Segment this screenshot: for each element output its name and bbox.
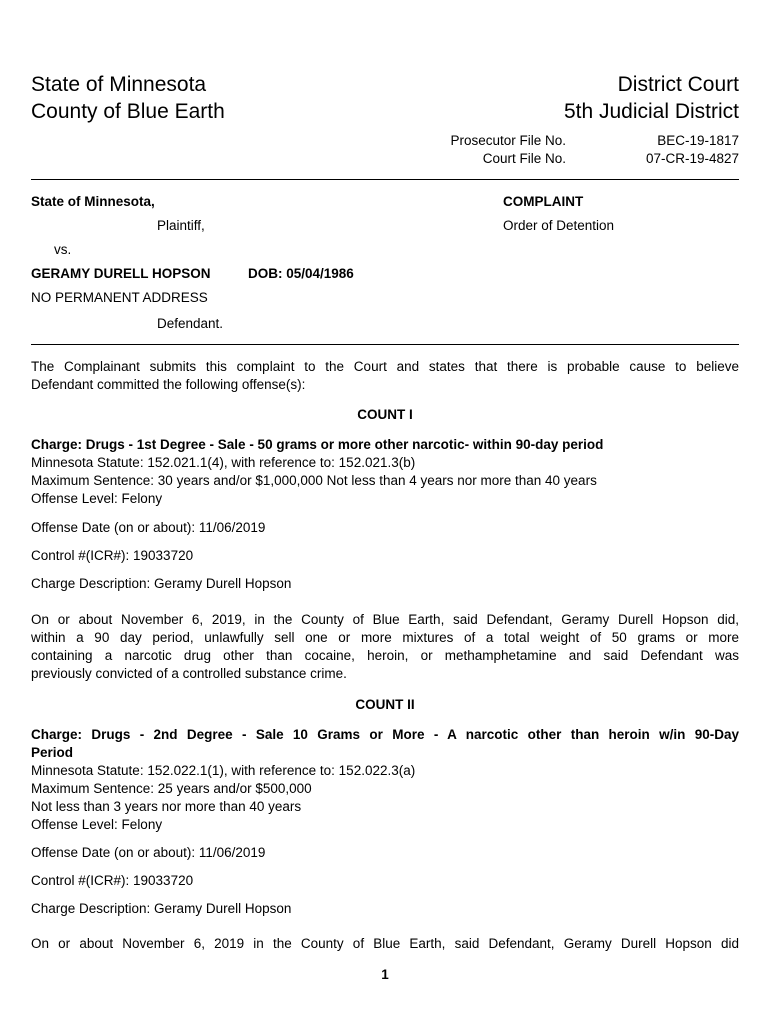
versus: vs. xyxy=(54,242,72,257)
defendant-address: NO PERMANENT ADDRESS xyxy=(31,290,208,305)
intro-paragraph xyxy=(31,358,739,394)
court-name: District Court xyxy=(617,73,739,96)
count-1-charge: Charge: Drugs - 1st Degree - Sale - 50 grams or more other narcotic- within 90-day period xyxy=(31,437,604,452)
plaintiff-name: State of Minnesota, xyxy=(31,194,155,209)
court-file-label: Court File No. xyxy=(482,151,566,166)
count-1-charge-block xyxy=(31,436,739,508)
count-2-charge-block xyxy=(31,726,739,834)
court-file-number: 07-CR-19-4827 xyxy=(645,151,739,166)
count-1-narrative xyxy=(31,611,739,683)
count-1-statute: Minnesota Statute: 152.021.1(4), with reference to: 152.021.3(b) xyxy=(31,455,416,470)
count-2-charge-continued: Period xyxy=(31,745,74,760)
defendant-name: GERAMY DURELL HOPSON xyxy=(31,266,211,281)
count-1-charge-description: Charge Description: Geramy Durell Hopson xyxy=(31,576,292,591)
document-subtype: Order of Detention xyxy=(503,218,615,233)
count-1-offense-date: Offense Date (on or about): 11/06/2019 xyxy=(31,520,266,535)
count-1-max-sentence: Maximum Sentence: 30 years and/or $1,000,000 Not less than 4 years nor more than 40 years xyxy=(31,473,597,488)
count-2-control-number: Control #(ICR#): 19033720 xyxy=(31,873,194,888)
state-name: State of Minnesota xyxy=(31,73,207,96)
count-1-narrative-line: containing a narcotic drug other than cocaine, heroin, or methamphetamine and said Defendant was xyxy=(31,648,739,663)
count-2-charge: Charge: Drugs - 2nd Degree - Sale 10 Grams or More - A narcotic other than heroin w/in 90-Day xyxy=(31,727,739,742)
count-1-offense-level: Offense Level: Felony xyxy=(31,491,163,506)
count-2-narrative-line: On or about November 6, 2019 in the County of Blue Earth, said Defendant, Geramy Durell Hopson did xyxy=(31,936,739,951)
count-1-narrative-line: previously convicted of a controlled substance crime. xyxy=(31,666,347,681)
prosecutor-file-number: BEC-19-1817 xyxy=(657,133,739,148)
count-2-narrative xyxy=(31,935,739,953)
caption-rule xyxy=(31,344,739,345)
intro-line: Defendant committed the following offense(s): xyxy=(31,377,306,392)
defendant-dob: DOB: 05/04/1986 xyxy=(248,266,354,281)
count-1-narrative-line: within a 90 day period, unlawfully sell one or more mixtures of a total weight of 50 grams or more xyxy=(31,630,739,645)
count-2-sentence-range: Not less than 3 years nor more than 40 years xyxy=(31,799,302,814)
intro-line: The Complainant submits this complaint to the Court and states that there is probable cause to believe xyxy=(31,359,739,374)
document-type: COMPLAINT xyxy=(503,194,584,209)
prosecutor-file-label: Prosecutor File No. xyxy=(450,133,566,148)
count-2-max-sentence: Maximum Sentence: 25 years and/or $500,000 xyxy=(31,781,312,796)
count-2-statute: Minnesota Statute: 152.022.1(1), with reference to: 152.022.3(a) xyxy=(31,763,416,778)
header-rule xyxy=(31,179,739,180)
count-2-offense-date: Offense Date (on or about): 11/06/2019 xyxy=(31,845,266,860)
defendant-role: Defendant. xyxy=(157,316,224,331)
count-2-heading: COUNT II xyxy=(355,697,415,712)
count-2-charge-description: Charge Description: Geramy Durell Hopson xyxy=(31,901,292,916)
judicial-district: 5th Judicial District xyxy=(563,100,739,123)
count-1-heading: COUNT I xyxy=(357,407,413,422)
count-1-control-number: Control #(ICR#): 19033720 xyxy=(31,548,194,563)
county-name: County of Blue Earth xyxy=(31,100,225,123)
page-number: 1 xyxy=(381,967,389,982)
count-2-offense-level: Offense Level: Felony xyxy=(31,817,163,832)
count-1-narrative-line: On or about November 6, 2019, in the County of Blue Earth, said Defendant, Geramy Durell Hopson did, xyxy=(31,612,739,627)
plaintiff-role: Plaintiff, xyxy=(157,218,205,233)
